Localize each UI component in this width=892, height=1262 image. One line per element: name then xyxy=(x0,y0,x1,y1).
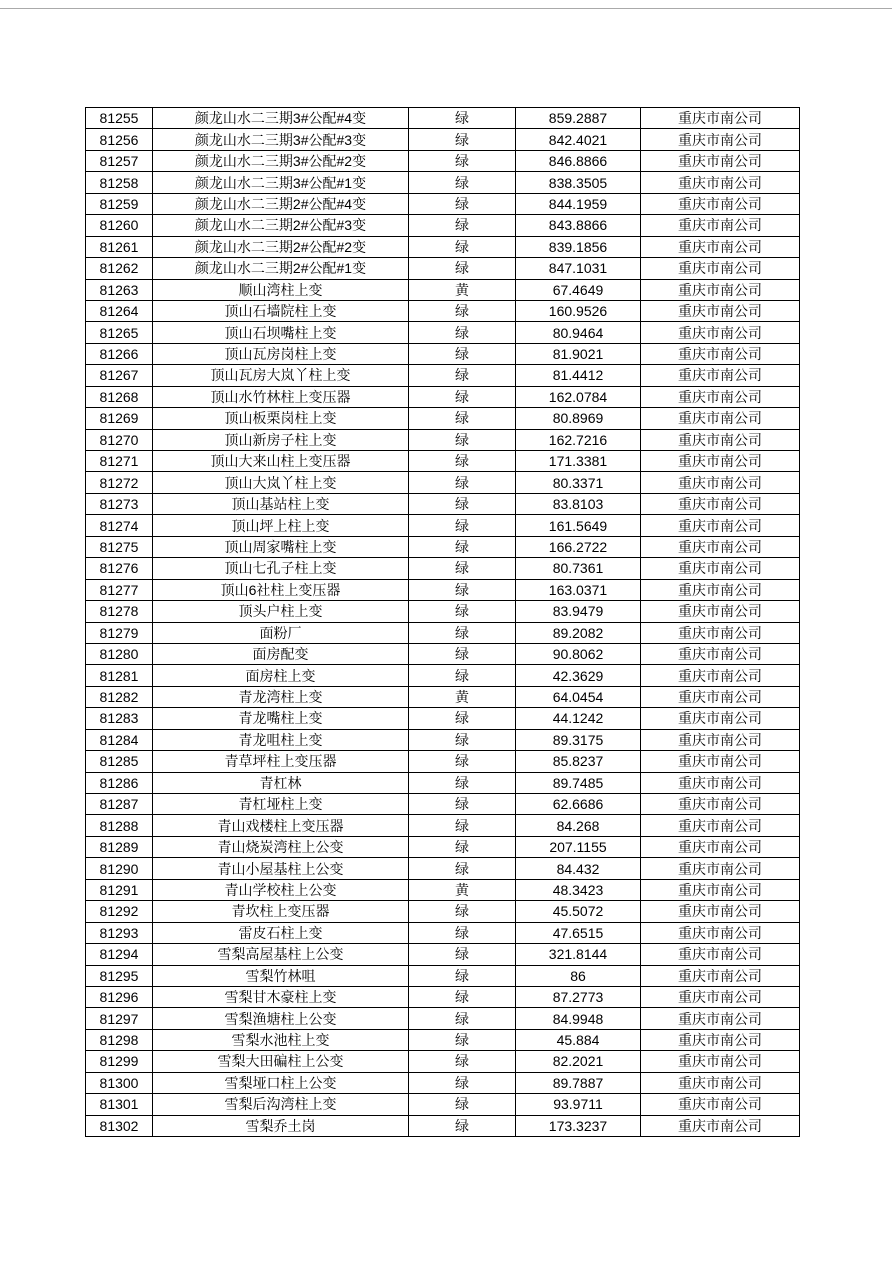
cell-id: 81294 xyxy=(86,944,153,965)
cell-value: 846.8866 xyxy=(516,150,641,171)
cell-value: 85.8237 xyxy=(516,751,641,772)
cell-name: 青杠林 xyxy=(153,772,409,793)
cell-company: 重庆市南公司 xyxy=(641,472,800,493)
table-row xyxy=(86,922,800,943)
cell-status: 绿 xyxy=(409,944,516,965)
cell-id: 81284 xyxy=(86,729,153,750)
cell-id: 81288 xyxy=(86,815,153,836)
table-row xyxy=(86,129,800,150)
table-row xyxy=(86,1008,800,1029)
cell-status: 绿 xyxy=(409,794,516,815)
cell-name: 顶山石坝嘴柱上变 xyxy=(153,322,409,343)
cell-name: 雪梨乔土岗 xyxy=(153,1115,409,1136)
table-row xyxy=(86,172,800,193)
cell-status: 绿 xyxy=(409,215,516,236)
cell-company: 重庆市南公司 xyxy=(641,429,800,450)
cell-name: 雪梨竹林咀 xyxy=(153,965,409,986)
cell-name: 青草坪柱上变压器 xyxy=(153,751,409,772)
cell-company: 重庆市南公司 xyxy=(641,901,800,922)
cell-company: 重庆市南公司 xyxy=(641,965,800,986)
cell-value: 162.7216 xyxy=(516,429,641,450)
table-row xyxy=(86,365,800,386)
cell-company: 重庆市南公司 xyxy=(641,408,800,429)
table-row xyxy=(86,193,800,214)
cell-status: 黄 xyxy=(409,686,516,707)
cell-value: 47.6515 xyxy=(516,922,641,943)
cell-value: 93.9711 xyxy=(516,1094,641,1115)
cell-status: 绿 xyxy=(409,322,516,343)
cell-status: 绿 xyxy=(409,643,516,664)
cell-status: 绿 xyxy=(409,472,516,493)
table-row xyxy=(86,815,800,836)
cell-company: 重庆市南公司 xyxy=(641,451,800,472)
cell-id: 81301 xyxy=(86,1094,153,1115)
table-row xyxy=(86,729,800,750)
cell-id: 81283 xyxy=(86,708,153,729)
table-row xyxy=(86,451,800,472)
cell-status: 绿 xyxy=(409,901,516,922)
cell-id: 81263 xyxy=(86,279,153,300)
cell-name: 顶山基站柱上变 xyxy=(153,493,409,514)
cell-name: 雪梨后沟湾柱上变 xyxy=(153,1094,409,1115)
table-row xyxy=(86,1094,800,1115)
table-row xyxy=(86,515,800,536)
cell-id: 81265 xyxy=(86,322,153,343)
table-row xyxy=(86,836,800,857)
cell-id: 81298 xyxy=(86,1029,153,1050)
cell-company: 重庆市南公司 xyxy=(641,944,800,965)
cell-name: 雪梨甘木豪柱上变 xyxy=(153,986,409,1007)
cell-id: 81297 xyxy=(86,1008,153,1029)
table-body xyxy=(86,108,800,1137)
cell-id: 81287 xyxy=(86,794,153,815)
cell-value: 161.5649 xyxy=(516,515,641,536)
cell-id: 81292 xyxy=(86,901,153,922)
cell-id: 81285 xyxy=(86,751,153,772)
table-row xyxy=(86,493,800,514)
cell-name: 面粉厂 xyxy=(153,622,409,643)
table-row xyxy=(86,279,800,300)
cell-value: 81.9021 xyxy=(516,343,641,364)
cell-value: 163.0371 xyxy=(516,579,641,600)
cell-name: 颜龙山水二三期2#公配#2变 xyxy=(153,236,409,257)
cell-company: 重庆市南公司 xyxy=(641,708,800,729)
table-row xyxy=(86,386,800,407)
cell-value: 48.3423 xyxy=(516,879,641,900)
cell-status: 绿 xyxy=(409,172,516,193)
cell-status: 绿 xyxy=(409,193,516,214)
cell-company: 重庆市南公司 xyxy=(641,1051,800,1072)
cell-status: 黄 xyxy=(409,879,516,900)
cell-status: 绿 xyxy=(409,558,516,579)
cell-status: 绿 xyxy=(409,493,516,514)
cell-name: 青龙湾柱上变 xyxy=(153,686,409,707)
cell-status: 绿 xyxy=(409,515,516,536)
table-row xyxy=(86,944,800,965)
cell-value: 171.3381 xyxy=(516,451,641,472)
cell-company: 重庆市南公司 xyxy=(641,129,800,150)
cell-id: 81278 xyxy=(86,601,153,622)
cell-status: 绿 xyxy=(409,408,516,429)
cell-company: 重庆市南公司 xyxy=(641,922,800,943)
cell-id: 81257 xyxy=(86,150,153,171)
cell-id: 81262 xyxy=(86,258,153,279)
cell-name: 青坎柱上变压器 xyxy=(153,901,409,922)
cell-status: 绿 xyxy=(409,1072,516,1093)
cell-id: 81266 xyxy=(86,343,153,364)
cell-status: 绿 xyxy=(409,108,516,129)
table-row xyxy=(86,1051,800,1072)
cell-name: 青山学校柱上公变 xyxy=(153,879,409,900)
table-row xyxy=(86,558,800,579)
cell-company: 重庆市南公司 xyxy=(641,751,800,772)
cell-value: 162.0784 xyxy=(516,386,641,407)
cell-company: 重庆市南公司 xyxy=(641,258,800,279)
cell-company: 重庆市南公司 xyxy=(641,193,800,214)
cell-value: 83.9479 xyxy=(516,601,641,622)
cell-id: 81276 xyxy=(86,558,153,579)
cell-name: 青山戏楼柱上变压器 xyxy=(153,815,409,836)
equipment-table xyxy=(85,107,800,1137)
cell-status: 绿 xyxy=(409,622,516,643)
cell-status: 绿 xyxy=(409,150,516,171)
cell-id: 81280 xyxy=(86,643,153,664)
cell-id: 81302 xyxy=(86,1115,153,1136)
cell-name: 顶山水竹林柱上变压器 xyxy=(153,386,409,407)
cell-value: 44.1242 xyxy=(516,708,641,729)
cell-value: 86 xyxy=(516,965,641,986)
table-row xyxy=(86,579,800,600)
cell-name: 颜龙山水二三期2#公配#3变 xyxy=(153,215,409,236)
cell-name: 雷皮石柱上变 xyxy=(153,922,409,943)
table-row xyxy=(86,965,800,986)
cell-value: 80.9464 xyxy=(516,322,641,343)
cell-value: 42.3629 xyxy=(516,665,641,686)
page-top-rule xyxy=(0,8,892,9)
cell-id: 81293 xyxy=(86,922,153,943)
cell-company: 重庆市南公司 xyxy=(641,772,800,793)
cell-status: 绿 xyxy=(409,365,516,386)
table-row xyxy=(86,986,800,1007)
cell-id: 81286 xyxy=(86,772,153,793)
cell-value: 84.268 xyxy=(516,815,641,836)
cell-name: 颜龙山水二三期3#公配#3变 xyxy=(153,129,409,150)
table-row xyxy=(86,108,800,129)
cell-company: 重庆市南公司 xyxy=(641,836,800,857)
cell-status: 绿 xyxy=(409,922,516,943)
cell-id: 81277 xyxy=(86,579,153,600)
cell-status: 绿 xyxy=(409,986,516,1007)
cell-name: 雪梨高屋基柱上公变 xyxy=(153,944,409,965)
cell-value: 173.3237 xyxy=(516,1115,641,1136)
cell-value: 90.8062 xyxy=(516,643,641,664)
table-row xyxy=(86,1115,800,1136)
cell-name: 顶山板栗岗柱上变 xyxy=(153,408,409,429)
cell-company: 重庆市南公司 xyxy=(641,1029,800,1050)
cell-status: 绿 xyxy=(409,258,516,279)
cell-id: 81279 xyxy=(86,622,153,643)
cell-id: 81258 xyxy=(86,172,153,193)
cell-company: 重庆市南公司 xyxy=(641,493,800,514)
table-row xyxy=(86,429,800,450)
table-row xyxy=(86,1029,800,1050)
table-row xyxy=(86,215,800,236)
cell-id: 81281 xyxy=(86,665,153,686)
cell-value: 67.4649 xyxy=(516,279,641,300)
cell-status: 黄 xyxy=(409,279,516,300)
cell-name: 顺山湾柱上变 xyxy=(153,279,409,300)
table-row xyxy=(86,472,800,493)
cell-company: 重庆市南公司 xyxy=(641,858,800,879)
cell-company: 重庆市南公司 xyxy=(641,150,800,171)
cell-value: 87.2773 xyxy=(516,986,641,1007)
table-row xyxy=(86,686,800,707)
cell-company: 重庆市南公司 xyxy=(641,300,800,321)
table-row xyxy=(86,901,800,922)
table-row xyxy=(86,794,800,815)
cell-value: 80.7361 xyxy=(516,558,641,579)
cell-id: 81274 xyxy=(86,515,153,536)
cell-id: 81267 xyxy=(86,365,153,386)
cell-status: 绿 xyxy=(409,451,516,472)
cell-company: 重庆市南公司 xyxy=(641,879,800,900)
cell-name: 青杠垭柱上变 xyxy=(153,794,409,815)
cell-status: 绿 xyxy=(409,751,516,772)
cell-name: 雪梨水池柱上变 xyxy=(153,1029,409,1050)
cell-value: 166.2722 xyxy=(516,536,641,557)
table-row xyxy=(86,879,800,900)
cell-name: 顶山大岚丫柱上变 xyxy=(153,472,409,493)
cell-company: 重庆市南公司 xyxy=(641,794,800,815)
cell-value: 843.8866 xyxy=(516,215,641,236)
table-row xyxy=(86,408,800,429)
cell-status: 绿 xyxy=(409,836,516,857)
cell-company: 重庆市南公司 xyxy=(641,601,800,622)
cell-status: 绿 xyxy=(409,729,516,750)
cell-id: 81296 xyxy=(86,986,153,1007)
cell-id: 81271 xyxy=(86,451,153,472)
cell-name: 顶山新房子柱上变 xyxy=(153,429,409,450)
cell-company: 重庆市南公司 xyxy=(641,1008,800,1029)
cell-name: 颜龙山水二三期2#公配#1变 xyxy=(153,258,409,279)
cell-id: 81256 xyxy=(86,129,153,150)
cell-status: 绿 xyxy=(409,815,516,836)
cell-status: 绿 xyxy=(409,343,516,364)
cell-status: 绿 xyxy=(409,1051,516,1072)
cell-company: 重庆市南公司 xyxy=(641,365,800,386)
cell-name: 雪梨渔塘柱上公变 xyxy=(153,1008,409,1029)
cell-name: 青龙咀柱上变 xyxy=(153,729,409,750)
cell-company: 重庆市南公司 xyxy=(641,322,800,343)
cell-value: 89.2082 xyxy=(516,622,641,643)
cell-status: 绿 xyxy=(409,386,516,407)
cell-company: 重庆市南公司 xyxy=(641,558,800,579)
cell-value: 160.9526 xyxy=(516,300,641,321)
cell-value: 82.2021 xyxy=(516,1051,641,1072)
cell-name: 面房柱上变 xyxy=(153,665,409,686)
cell-company: 重庆市南公司 xyxy=(641,236,800,257)
cell-name: 顶头户柱上变 xyxy=(153,601,409,622)
cell-status: 绿 xyxy=(409,858,516,879)
cell-company: 重庆市南公司 xyxy=(641,622,800,643)
cell-company: 重庆市南公司 xyxy=(641,579,800,600)
cell-status: 绿 xyxy=(409,236,516,257)
cell-value: 89.7887 xyxy=(516,1072,641,1093)
cell-value: 844.1959 xyxy=(516,193,641,214)
cell-company: 重庆市南公司 xyxy=(641,386,800,407)
cell-id: 81272 xyxy=(86,472,153,493)
cell-company: 重庆市南公司 xyxy=(641,1115,800,1136)
cell-id: 81270 xyxy=(86,429,153,450)
cell-name: 顶山周家嘴柱上变 xyxy=(153,536,409,557)
cell-id: 81273 xyxy=(86,493,153,514)
cell-id: 81255 xyxy=(86,108,153,129)
cell-value: 842.4021 xyxy=(516,129,641,150)
cell-status: 绿 xyxy=(409,965,516,986)
cell-company: 重庆市南公司 xyxy=(641,686,800,707)
table-row xyxy=(86,236,800,257)
cell-value: 80.3371 xyxy=(516,472,641,493)
table-row xyxy=(86,1072,800,1093)
cell-id: 81295 xyxy=(86,965,153,986)
cell-id: 81282 xyxy=(86,686,153,707)
cell-status: 绿 xyxy=(409,579,516,600)
cell-name: 青山烧炭湾柱上公变 xyxy=(153,836,409,857)
table-row xyxy=(86,601,800,622)
cell-name: 颜龙山水二三期3#公配#2变 xyxy=(153,150,409,171)
table-row xyxy=(86,622,800,643)
cell-company: 重庆市南公司 xyxy=(641,1094,800,1115)
cell-id: 81275 xyxy=(86,536,153,557)
cell-value: 80.8969 xyxy=(516,408,641,429)
cell-id: 81300 xyxy=(86,1072,153,1093)
table-row xyxy=(86,643,800,664)
cell-name: 顶山大来山柱上变压器 xyxy=(153,451,409,472)
cell-id: 81259 xyxy=(86,193,153,214)
cell-status: 绿 xyxy=(409,1008,516,1029)
cell-name: 顶山坪上柱上变 xyxy=(153,515,409,536)
cell-value: 859.2887 xyxy=(516,108,641,129)
cell-id: 81269 xyxy=(86,408,153,429)
table-row xyxy=(86,708,800,729)
cell-id: 81291 xyxy=(86,879,153,900)
cell-name: 颜龙山水二三期2#公配#4变 xyxy=(153,193,409,214)
cell-company: 重庆市南公司 xyxy=(641,172,800,193)
cell-company: 重庆市南公司 xyxy=(641,986,800,1007)
table-row xyxy=(86,751,800,772)
cell-name: 青龙嘴柱上变 xyxy=(153,708,409,729)
cell-company: 重庆市南公司 xyxy=(641,108,800,129)
cell-id: 81289 xyxy=(86,836,153,857)
cell-value: 81.4412 xyxy=(516,365,641,386)
cell-name: 颜龙山水二三期3#公配#1变 xyxy=(153,172,409,193)
table-row xyxy=(86,772,800,793)
cell-status: 绿 xyxy=(409,536,516,557)
cell-name: 顶山瓦房岗柱上变 xyxy=(153,343,409,364)
cell-value: 89.3175 xyxy=(516,729,641,750)
cell-value: 83.8103 xyxy=(516,493,641,514)
cell-value: 847.1031 xyxy=(516,258,641,279)
cell-status: 绿 xyxy=(409,300,516,321)
cell-name: 雪梨垭口柱上公变 xyxy=(153,1072,409,1093)
cell-value: 321.8144 xyxy=(516,944,641,965)
cell-status: 绿 xyxy=(409,601,516,622)
table-row xyxy=(86,665,800,686)
cell-value: 45.5072 xyxy=(516,901,641,922)
cell-company: 重庆市南公司 xyxy=(641,729,800,750)
cell-value: 207.1155 xyxy=(516,836,641,857)
cell-id: 81299 xyxy=(86,1051,153,1072)
cell-value: 62.6686 xyxy=(516,794,641,815)
table-row xyxy=(86,858,800,879)
cell-name: 青山小屋基柱上公变 xyxy=(153,858,409,879)
table-row xyxy=(86,150,800,171)
cell-company: 重庆市南公司 xyxy=(641,1072,800,1093)
cell-id: 81260 xyxy=(86,215,153,236)
cell-value: 45.884 xyxy=(516,1029,641,1050)
cell-status: 绿 xyxy=(409,1029,516,1050)
table-row xyxy=(86,536,800,557)
cell-id: 81261 xyxy=(86,236,153,257)
cell-name: 顶山瓦房大岚丫柱上变 xyxy=(153,365,409,386)
cell-id: 81264 xyxy=(86,300,153,321)
cell-name: 顶山6社柱上变压器 xyxy=(153,579,409,600)
cell-status: 绿 xyxy=(409,1115,516,1136)
cell-status: 绿 xyxy=(409,429,516,450)
cell-company: 重庆市南公司 xyxy=(641,215,800,236)
cell-value: 84.432 xyxy=(516,858,641,879)
table-row xyxy=(86,322,800,343)
cell-value: 839.1856 xyxy=(516,236,641,257)
cell-status: 绿 xyxy=(409,1094,516,1115)
cell-name: 雪梨大田碥柱上公变 xyxy=(153,1051,409,1072)
cell-company: 重庆市南公司 xyxy=(641,279,800,300)
cell-value: 64.0454 xyxy=(516,686,641,707)
cell-value: 84.9948 xyxy=(516,1008,641,1029)
cell-company: 重庆市南公司 xyxy=(641,665,800,686)
cell-status: 绿 xyxy=(409,129,516,150)
cell-company: 重庆市南公司 xyxy=(641,343,800,364)
cell-value: 838.3505 xyxy=(516,172,641,193)
cell-status: 绿 xyxy=(409,665,516,686)
cell-name: 顶山石墙院柱上变 xyxy=(153,300,409,321)
cell-status: 绿 xyxy=(409,708,516,729)
cell-company: 重庆市南公司 xyxy=(641,536,800,557)
cell-status: 绿 xyxy=(409,772,516,793)
cell-id: 81290 xyxy=(86,858,153,879)
cell-id: 81268 xyxy=(86,386,153,407)
cell-company: 重庆市南公司 xyxy=(641,515,800,536)
cell-company: 重庆市南公司 xyxy=(641,643,800,664)
cell-value: 89.7485 xyxy=(516,772,641,793)
table-row xyxy=(86,300,800,321)
cell-name: 面房配变 xyxy=(153,643,409,664)
table-row xyxy=(86,258,800,279)
cell-name: 顶山七孔子柱上变 xyxy=(153,558,409,579)
cell-name: 颜龙山水二三期3#公配#4变 xyxy=(153,108,409,129)
table-row xyxy=(86,343,800,364)
cell-company: 重庆市南公司 xyxy=(641,815,800,836)
